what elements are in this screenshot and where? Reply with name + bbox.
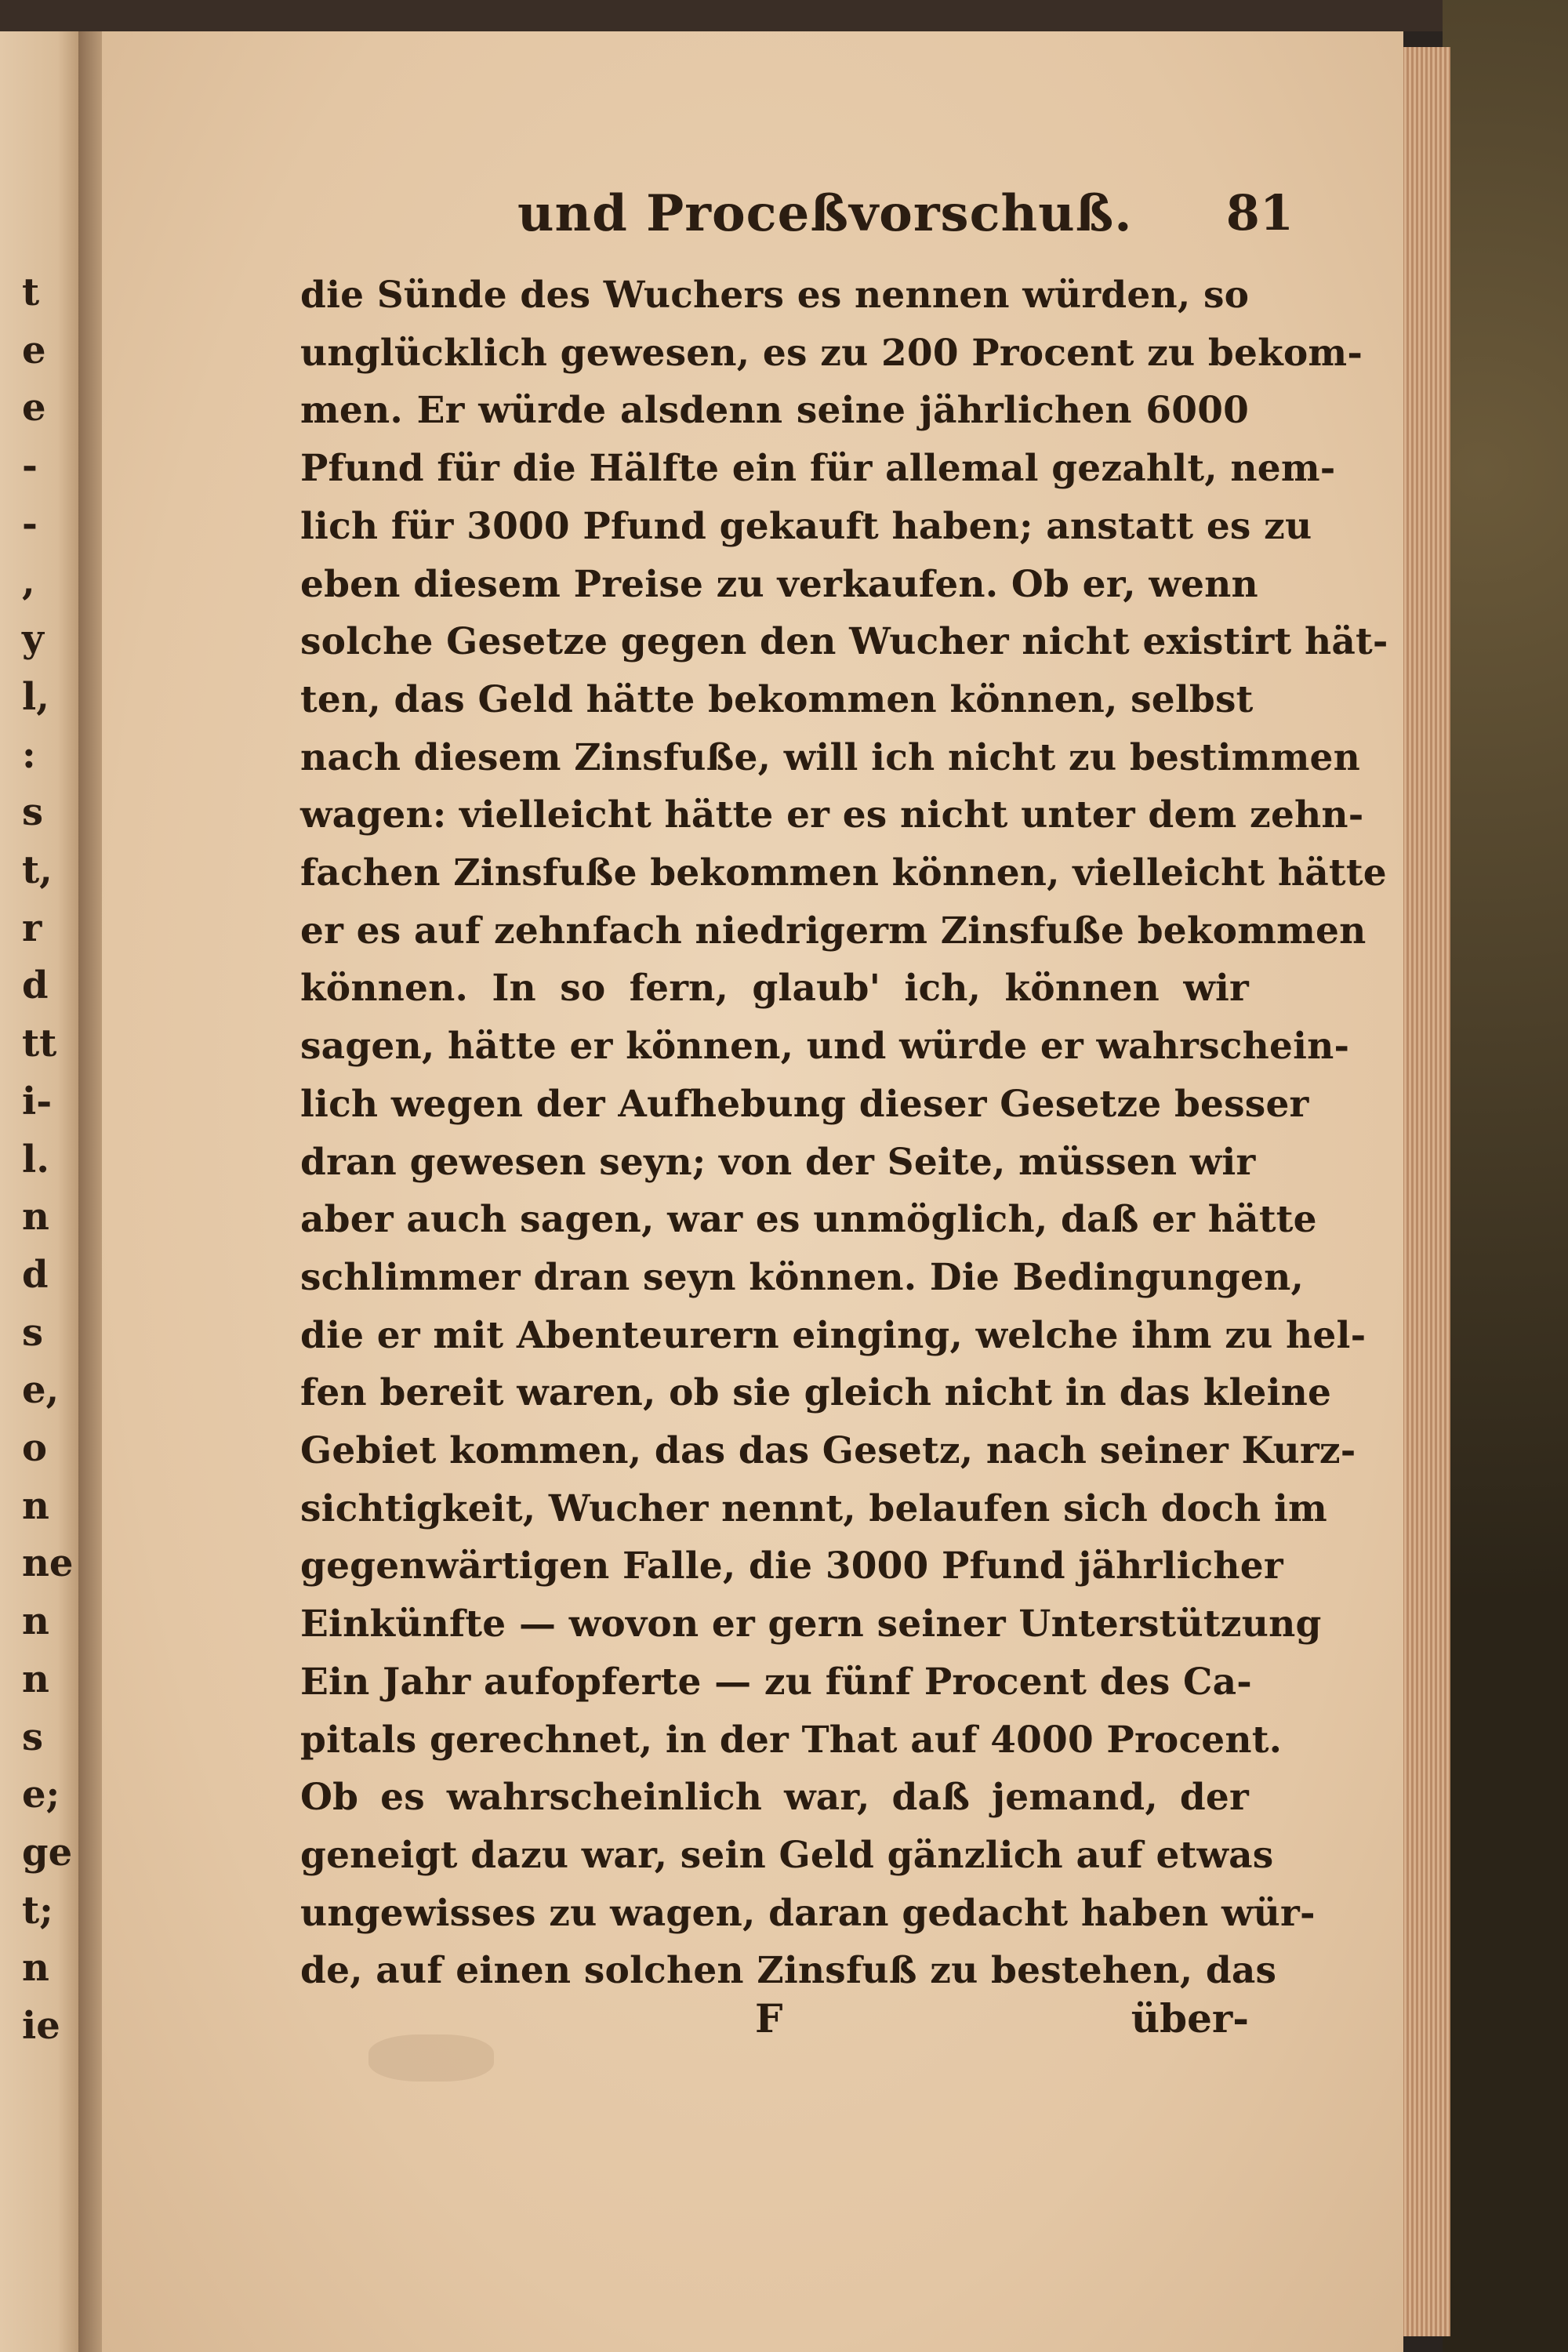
left-page-fragment-text: o xyxy=(22,1426,48,1470)
left-page-fragment-text: e xyxy=(22,328,46,372)
left-page-fragment-text: - xyxy=(22,501,38,546)
signature-mark: F xyxy=(755,1995,783,2042)
left-page-fragment-text: l, xyxy=(22,674,49,719)
text-line: gegenwärtigen Falle, die 3000 Pfund jährlicher xyxy=(300,1544,1283,1588)
left-page-fragment-text: l. xyxy=(22,1137,49,1181)
text-line: nach diesem Zinsfuße, will ich nicht zu bestimmen xyxy=(300,735,1361,779)
text-line: die er mit Abenteurern einging, welche ihm zu hel- xyxy=(300,1313,1367,1357)
text-line: ungewisses zu wagen, daran gedacht haben wür- xyxy=(300,1891,1316,1935)
text-line: fen bereit waren, ob sie gleich nicht in das kleine xyxy=(300,1371,1332,1415)
book-cover-marbled xyxy=(1443,0,1568,2352)
text-line: lich wegen der Aufhebung dieser Gesetze besser xyxy=(300,1082,1309,1126)
text-line: Ob es wahrscheinlich war, daß jemand, der xyxy=(300,1776,1249,1820)
text-line: fachen Zinsfuße bekommen können, vielleicht hätte xyxy=(300,851,1387,895)
text-line: Ein Jahr aufopferte — zu fünf Procent des Ca- xyxy=(300,1660,1253,1704)
text-line: Pfund für die Hälfte ein für allemal gezahlt, nem- xyxy=(300,447,1336,491)
left-page-fragment-text: r xyxy=(22,906,42,950)
text-line: solche Gesetze gegen den Wucher nicht existirt hät- xyxy=(300,620,1388,664)
text-line: pitals gerechnet, in der That auf 4000 Procent. xyxy=(300,1718,1283,1762)
text-line: unglücklich gewesen, es zu 200 Procent zu bekom- xyxy=(300,331,1363,375)
left-page-fragment-text: - xyxy=(22,444,38,488)
text-line: wagen: vielleicht hätte er es nicht unter dem zehn- xyxy=(300,793,1364,837)
text-line: lich für 3000 Pfund gekauft haben; anstatt es zu xyxy=(300,504,1312,548)
text-line: geneigt dazu war, sein Geld gänzlich auf etwas xyxy=(300,1833,1274,1877)
paper-stain xyxy=(368,2034,494,2082)
left-page-fragment xyxy=(0,31,82,2352)
left-page-fragment-text: tt xyxy=(22,1022,57,1066)
left-page-fragment-text: n xyxy=(22,1483,49,1528)
text-line: eben diesem Preise zu verkaufen. Ob er, wenn xyxy=(300,562,1258,606)
text-line: können. In so fern, glaub' ich, können wir xyxy=(300,967,1249,1011)
left-page-fragment-text: e, xyxy=(22,1368,60,1413)
text-line: aber auch sagen, war es unmöglich, daß er hätte xyxy=(300,1198,1317,1242)
text-line: de, auf einen solchen Zinsfuß zu bestehen, das xyxy=(300,1949,1277,1993)
text-line: men. Er würde alsdenn seine jährlichen 6000 xyxy=(300,389,1249,433)
book-cover-top xyxy=(0,0,1568,31)
left-page-fragment-text: t, xyxy=(22,848,53,892)
text-line: dran gewesen seyn; von der Seite, müssen wir xyxy=(300,1140,1256,1184)
page-number: 81 xyxy=(1225,184,1294,241)
text-line: sagen, hätte er können, und würde er wahrschein- xyxy=(300,1025,1350,1069)
left-page-fragment-text: t xyxy=(22,270,40,314)
left-page-fragment-text: e xyxy=(22,386,46,430)
left-page-fragment-text: n xyxy=(22,1946,49,1991)
left-page-fragment-text: s xyxy=(22,1310,44,1355)
text-line: sichtigkeit, Wucher nennt, belaufen sich doch im xyxy=(300,1486,1327,1530)
left-page-fragment-text: e; xyxy=(22,1773,60,1817)
left-page-fragment-text: , xyxy=(22,559,35,604)
left-page-fragment-text: d xyxy=(22,1252,49,1297)
catchword: über- xyxy=(1131,1995,1249,2042)
text-line: die Sünde des Wuchers es nennen würden, so xyxy=(300,274,1250,317)
running-header: und Proceßvorschuß. xyxy=(517,184,1133,243)
text-line: er es auf zehnfach niedrigerm Zinsfuße bekommen xyxy=(300,909,1367,953)
text-line: Einkünfte — wovon er gern seiner Unterstützung xyxy=(300,1602,1322,1646)
text-line: Gebiet kommen, das das Gesetz, nach seiner Kurz- xyxy=(300,1429,1356,1472)
left-page-fragment-text: n xyxy=(22,1599,49,1644)
left-page-fragment-text: s xyxy=(22,1715,44,1759)
left-page-fragment-text: t; xyxy=(22,1888,53,1933)
left-page-fragment-text: n xyxy=(22,1657,49,1701)
left-page-fragment-text: ge xyxy=(22,1830,73,1875)
left-page-fragment-text: ie xyxy=(22,2004,60,2048)
text-line: ten, das Geld hätte bekommen können, selbst xyxy=(300,677,1254,721)
left-page-fragment-text: ne xyxy=(22,1541,74,1586)
left-page-fragment-text: i- xyxy=(22,1079,53,1123)
left-page-fragment-text: s xyxy=(22,790,44,835)
left-page-fragment-text: y xyxy=(22,617,44,662)
left-page-fragment-text: n xyxy=(22,1195,49,1240)
text-line: schlimmer dran seyn können. Die Bedingungen, xyxy=(300,1255,1305,1299)
left-page-fragment-text: : xyxy=(22,732,36,777)
right-page xyxy=(102,31,1403,2352)
left-page-fragment-text: d xyxy=(22,964,49,1008)
